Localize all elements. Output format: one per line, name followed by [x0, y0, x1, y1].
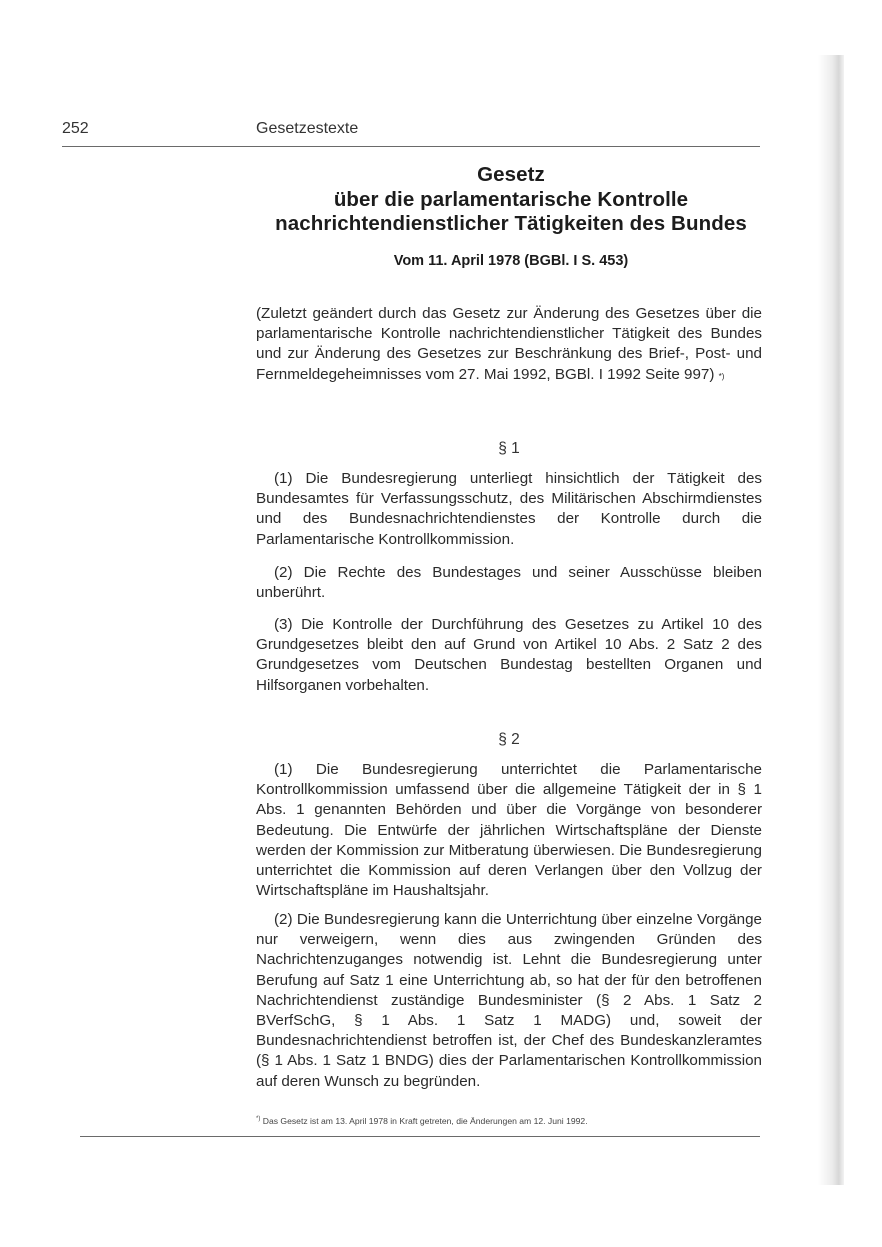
title-line-2: über die parlamentarische Kontrolle: [333, 187, 689, 211]
paragraph-text: (3) Die Kontrolle der Durchführung des Gesetzes zu Artikel 10 des Grundgesetzes bleibt den auf Grund von Artikel 10 Abs. 2 Satz 2 des Grundgesetzes vom Deutschen Bundestag bestellten Organen und Hilfsorganen vorbehalten.: [256, 616, 762, 694]
footnote: [256, 1116, 762, 1126]
amendment-note-text: (Zuletzt geändert durch das Gesetz zur Änderung des Gesetzes über die parlamentarische Kontrolle nachrichtendienstlicher Tätigkeit des Bundes und zur Änderung des Gesetzes zur Beschränkung des Brief-, Post- und Fernmeldegeheimnisses vom 27. Mai 1992, BGBl. I 1992 Seite 997): [256, 305, 762, 383]
page-header: [62, 120, 760, 147]
footnote-reference: *): [718, 371, 725, 381]
section-2-paragraph-1: [256, 760, 762, 901]
paragraph-text: (1) Die Bundesregierung unterliegt hinsichtlich der Tätigkeit des Bundesamtes für Verfassungsschutz, des Militärischen Abschirmdienstes und des Bundesnachrichtendienstes der Kontrolle durch die Parlamentarische Kontrollkommission.: [256, 470, 762, 548]
law-date: Vom 11. April 1978 (BGBl. I S. 453): [393, 252, 629, 269]
section-heading-1: § 1: [498, 440, 520, 457]
title-line-3: nachrichtendienstlicher Tätigkeiten des Bundes: [275, 212, 747, 235]
section-heading-2: § 2: [498, 731, 520, 748]
law-title: [252, 163, 770, 269]
footnote-text: Das Gesetz ist am 13. April 1978 in Kraft getreten, die Änderungen am 12. Juni 1992.: [262, 1116, 588, 1126]
paragraph-text: (2) Die Bundesregierung kann die Unterrichtung über einzelne Vorgänge nur verweigern, wenn dies aus zwingenden Gründen des Nachrichtenzuganges notwendig ist. Lehnt die Bundesregierung unter Berufung auf Satz 1 eine Unterrichtung ab, so hat der für den betroffenen Nachrichtendienst zuständige Bundesminister (§ 2 Abs. 1 Satz 2 BVerfSchG, § 1 Abs. 1 Satz 1 MADG) und, soweit der Bundesnachrichtendienst betroffen ist, der Chef des Bundeskanzleramtes (§ 1 Abs. 1 Satz 1 BNDG) dies der Parlamentarischen Kontrollkommission auf deren Wunsch zu begründen.: [256, 911, 762, 1090]
section-1-paragraph-3: [256, 615, 762, 696]
running-title: Gesetzestexte: [256, 120, 359, 137]
paragraph-text: (2) Die Rechte des Bundestages und seiner Ausschüsse bleiben unberührt.: [256, 564, 762, 602]
page-edge-shadow: [818, 55, 844, 1185]
amendment-note: [256, 304, 762, 385]
section-1-paragraph-1: [256, 469, 762, 550]
section-2-paragraph-2: [256, 910, 762, 1092]
title-line-1: Gesetz: [477, 163, 545, 186]
section-1-paragraph-2: [256, 563, 762, 603]
paragraph-text: (1) Die Bundesregierung unterrichtet die Parlamentarische Kontrollkommission umfassend über die allgemeine Tätigkeit der in § 1 Abs. 1 genannten Behörden und über die Vorgänge von besonderer Bedeutung. Die Entwürfe der jährlichen Wirtschaftspläne der Dienste werden der Kommission zur Mitberatung überwiesen. Die Bundesregierung unterrichtet die Kommission auf deren Verlangen über den Vollzug der Wirtschaftspläne im Haushaltsjahr.: [256, 761, 762, 900]
page-number: 252: [62, 120, 89, 137]
footer-rule: [80, 1136, 760, 1137]
footnote-mark: *): [256, 1116, 261, 1122]
